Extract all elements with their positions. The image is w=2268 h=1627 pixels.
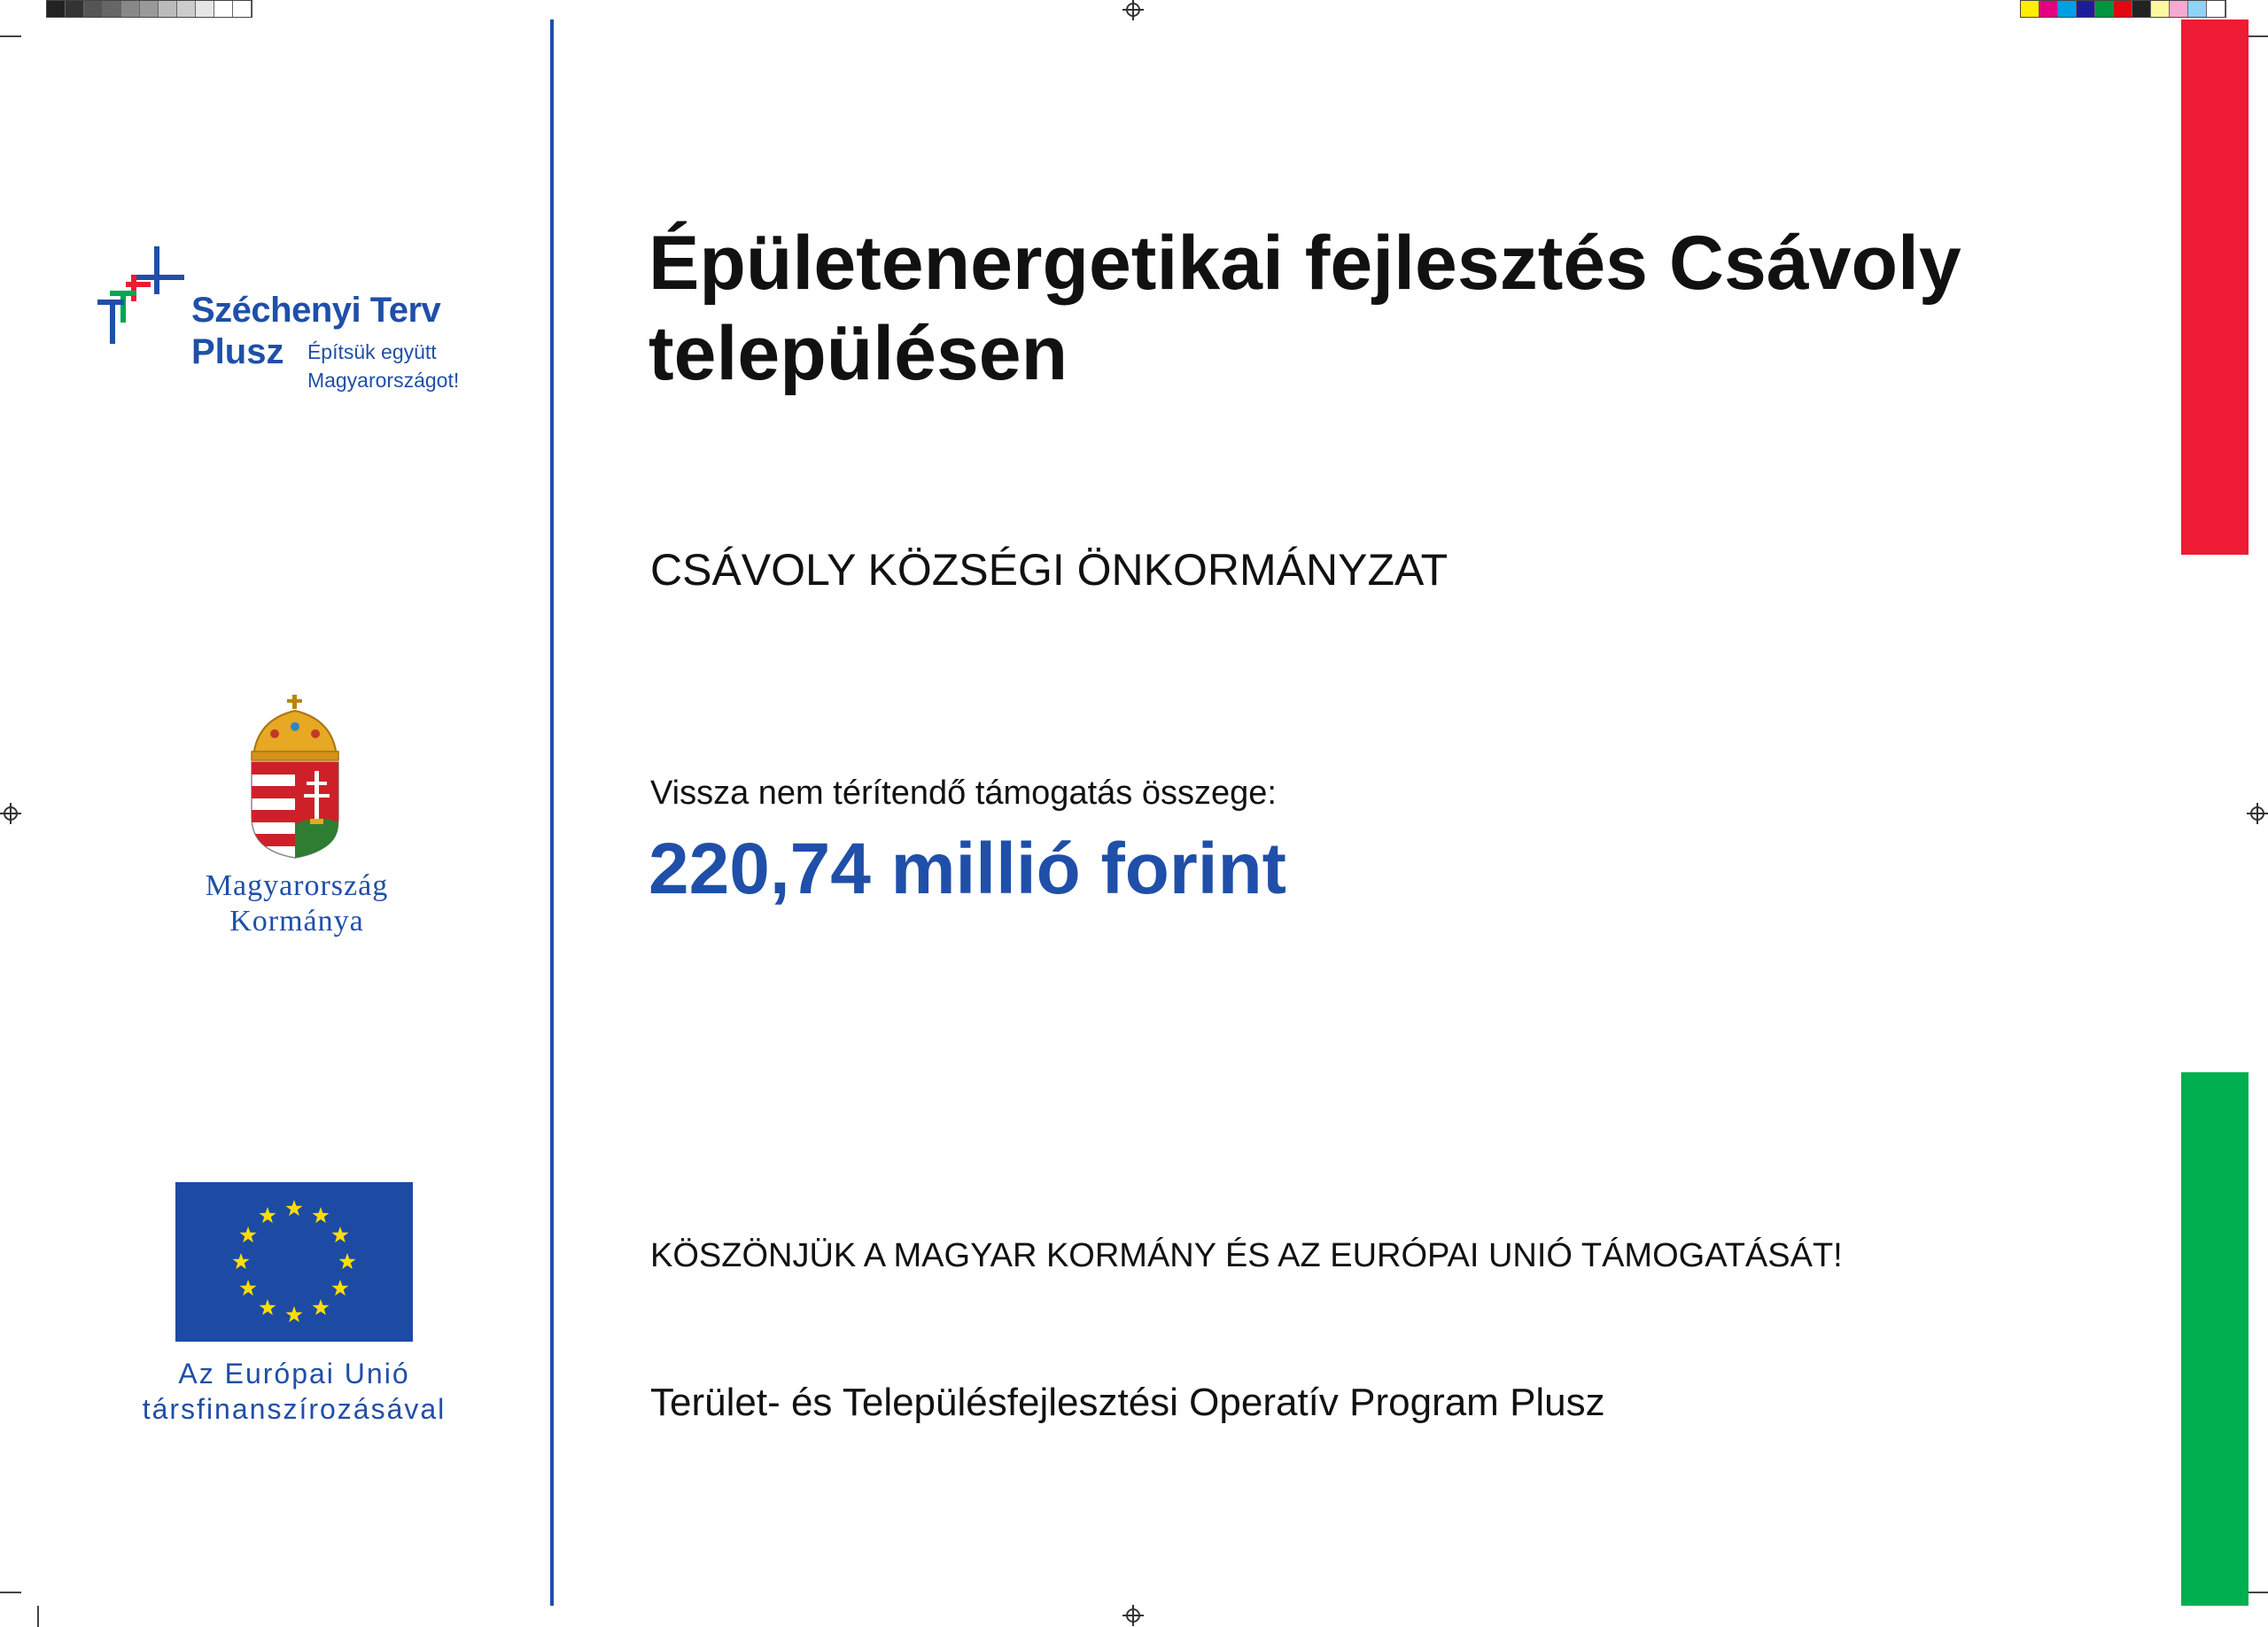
program-name: Terület- és Településfejlesztési Operatív Program Plusz (650, 1381, 1605, 1424)
szechenyi-slogan: Építsük együtt Magyarországot! (307, 340, 460, 392)
szechenyi-title-plusz: Plusz (191, 332, 284, 371)
registration-mark-top (1126, 3, 1140, 17)
registration-mark-bottom (1126, 1608, 1140, 1623)
eu-star-icon (285, 1200, 302, 1216)
print-greyscale-bar (46, 0, 252, 18)
eu-star-icon (285, 1306, 302, 1322)
eu-star-icon (331, 1280, 348, 1296)
print-color-bar (2020, 0, 2226, 18)
eu-star-icon (259, 1207, 276, 1223)
eu-star-icon (312, 1207, 329, 1223)
crop-mark (0, 1592, 21, 1593)
grant-label: Vissza nem térítendő támogatás összege: (650, 775, 1277, 812)
eu-line1: Az Európai Unió (178, 1358, 410, 1390)
crop-mark (2247, 1592, 2268, 1593)
szechenyi-cross-icon (96, 245, 202, 351)
crop-mark (2247, 35, 2268, 37)
vertical-divider (550, 19, 554, 1606)
szechenyi-title: Széchenyi Terv (191, 291, 441, 330)
eu-star-icon (232, 1253, 249, 1269)
crop-mark (0, 35, 21, 37)
flag-green-bar (2181, 1072, 2249, 1606)
eu-star-icon (312, 1299, 329, 1315)
eu-flag-icon (175, 1182, 413, 1342)
registration-mark-right (2250, 806, 2264, 821)
eu-star-icon (259, 1299, 276, 1315)
crop-mark (37, 1606, 39, 1627)
beneficiary-name: CSÁVOLY KÖZSÉGI ÖNKORMÁNYZAT (650, 545, 1449, 595)
eu-star-icon (331, 1226, 348, 1242)
government-logo-text (133, 868, 461, 939)
eu-star-icon (240, 1226, 257, 1242)
szechenyi-logo-text (191, 291, 459, 394)
flag-red-bar (2181, 19, 2249, 555)
government-line2: Kormánya (229, 905, 364, 938)
eu-line2: társfinanszírozásával (142, 1393, 447, 1425)
thanks-text: KÖSZÖNJÜK A MAGYAR KORMÁNY ÉS AZ EURÓPAI UNIÓ TÁMOGATÁSÁT! (650, 1237, 1843, 1274)
registration-mark-left (4, 806, 18, 821)
eu-cofinancing-text (106, 1356, 482, 1427)
government-line1: Magyarország (205, 869, 389, 902)
project-title: Épületenergetikai fejlesztés Csávoly településen (649, 221, 1961, 396)
grant-amount: 220,74 millió forint (649, 829, 1286, 909)
hungarian-coat-of-arms-icon (248, 693, 342, 860)
eu-star-icon (338, 1253, 355, 1269)
eu-star-icon (240, 1280, 257, 1296)
